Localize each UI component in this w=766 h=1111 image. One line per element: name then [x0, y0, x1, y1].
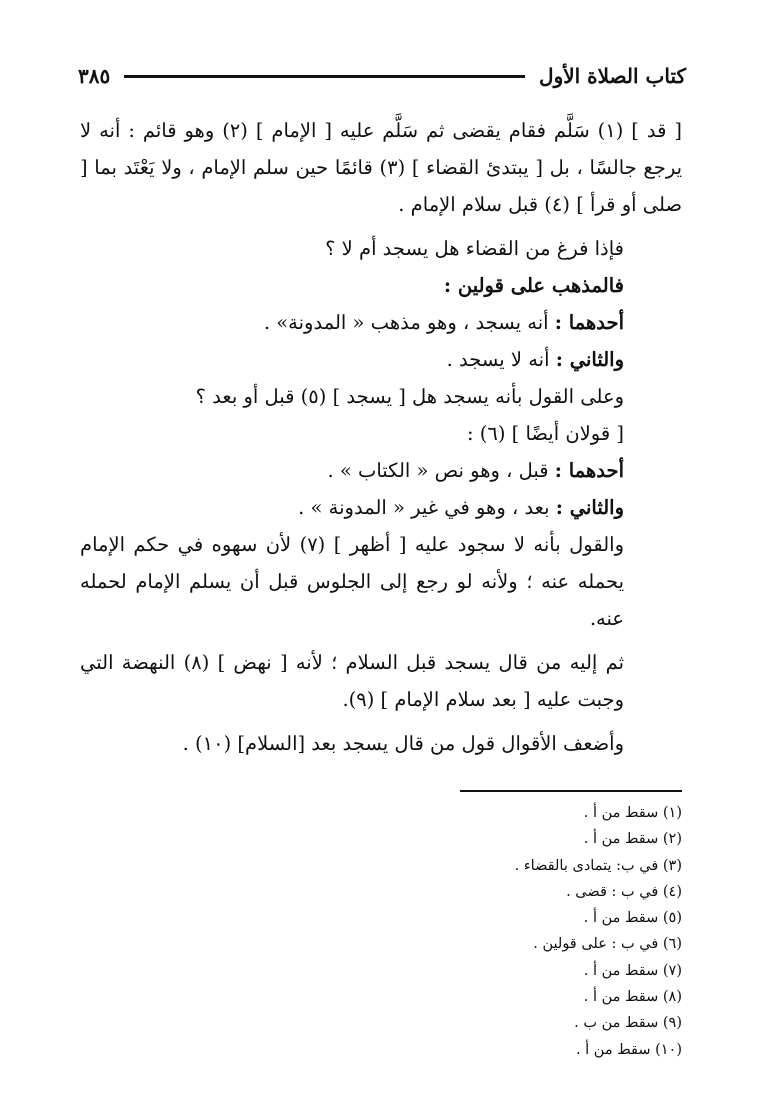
bold-label: والثاني : [555, 496, 624, 519]
paragraph-text: بعد ، وهو في غير « المدونة » . [298, 496, 556, 519]
footnote: (٢) سقط من أ . [583, 831, 682, 848]
page-number: ٣٨٥ [78, 64, 111, 88]
footnote: (٤) في ب : قضى . [566, 883, 682, 900]
footnote: (٦) في ب : على قولين . [533, 936, 682, 953]
main-text [80, 112, 682, 762]
paragraph: فإذا فرغ من القضاء هل يسجد أم لا ؟ [325, 237, 624, 260]
paragraph [80, 452, 682, 489]
footnote: (٨) سقط من أ . [583, 989, 682, 1006]
paragraph: ثم إليه من قال يسجد قبل السلام ؛ لأنه [ نهض ] (٨) النهضة التي وجبت عليه [ بعد سلام الإمام ] (٩). [80, 651, 624, 711]
paragraph [80, 341, 682, 378]
running-header [78, 58, 686, 94]
paragraph: [ قد ] (١) سَلَّم فقام يقضى ثم سَلَّم عليه [ الإمام ] (٢) وهو قائم : أنه لا يرجع جالسًا ، بل [ يبتدئ القضاء ] (٣) قائمًا حين سلم الإمام ، ولا يَعْتَد بما [ صلى أو قرأ ] (٤) قبل سلام الإمام . [80, 119, 683, 216]
footnote: (٧) سقط من أ . [583, 962, 682, 979]
footnotes [80, 800, 682, 1063]
footnote: (١) سقط من أ . [583, 805, 682, 821]
paragraph: والقول بأنه لا سجود عليه [ أظهر ] (٧) لأن سهوه في حكم الإمام يحمله عنه ؛ ولأنه لو رجع إلى الجلوس قبل أن يسلم الإمام لحمله عنه. [80, 533, 624, 630]
paragraph: وعلى القول بأنه يسجد هل [ يسجد ] (٥) قبل أو بعد ؟ [195, 385, 624, 408]
footnote: (٥) سقط من أ . [583, 910, 682, 927]
paragraph-text: أنه يسجد ، وهو مذهب « المدونة» . [263, 311, 555, 334]
footnote: (٩) سقط من ب . [574, 1015, 682, 1032]
chapter-title: كتاب الصلاة الأول [539, 64, 686, 88]
footnote: (١٠) سقط من أ . [575, 1041, 682, 1058]
bold-label: أحدهما : [554, 459, 624, 482]
paragraph: [ قولان أيضًا ] (٦) : [466, 422, 624, 445]
paragraph: وأضعف الأقوال قول من قال يسجد بعد [السلام] (١٠) . [182, 732, 624, 755]
heading-text: فالمذهب على قولين : [443, 274, 624, 297]
paragraph [80, 304, 682, 341]
paragraph [80, 489, 682, 526]
footnote: (٣) في ب: يتمادى بالقضاء . [514, 857, 682, 874]
bold-label: أحدهما : [554, 311, 624, 334]
paragraph-text: أنه لا يسجد . [446, 348, 556, 371]
bold-label: والثاني : [555, 348, 624, 371]
paragraph [80, 267, 682, 304]
paragraph-text: قبل ، وهو نص « الكتاب » . [327, 459, 555, 482]
header-rule [124, 75, 525, 78]
footnote-divider [460, 790, 682, 792]
